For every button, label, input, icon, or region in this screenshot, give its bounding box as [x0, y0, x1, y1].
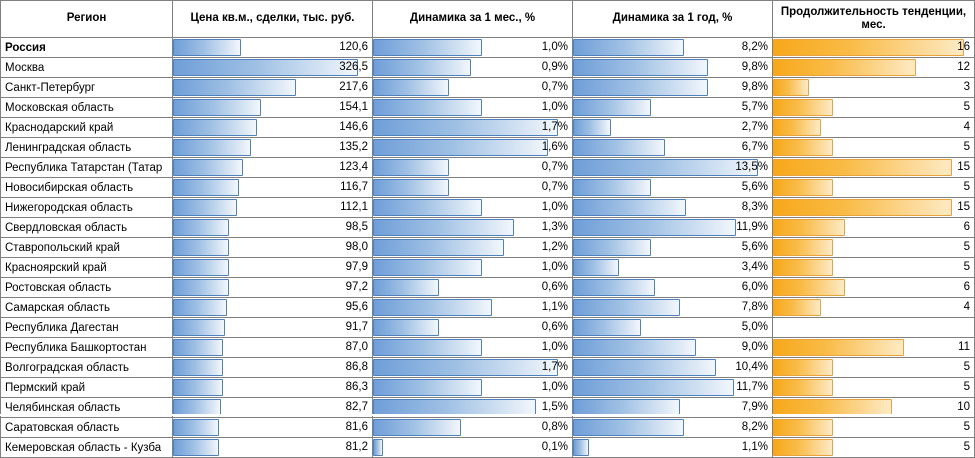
year-change-cell-value: 9,8%: [741, 61, 768, 73]
region-name-cell: Пермский край: [1, 378, 173, 398]
trend-duration-cell: [773, 278, 975, 298]
month-change-cell: [373, 338, 573, 358]
trend-duration-cell-value: 11: [958, 341, 970, 353]
month-change-cell: [373, 238, 573, 258]
month-change-cell: [373, 278, 573, 298]
year-change-cell: [573, 38, 773, 58]
trend-duration-cell-value: 5: [963, 441, 970, 453]
year-change-cell-value: 11,9%: [736, 221, 768, 233]
price-cell: [173, 438, 373, 458]
trend-duration-cell: [773, 138, 975, 158]
month-change-cell-value: 1,7%: [541, 121, 568, 133]
table-row[interactable]: [1, 418, 975, 438]
month-change-cell: [373, 418, 573, 438]
year-change-cell-value: 7,8%: [741, 301, 768, 313]
trend-duration-cell: [773, 398, 975, 418]
month-change-cell: [373, 158, 573, 178]
price-cell: [173, 318, 373, 338]
trend-duration-cell: [773, 158, 975, 178]
table-row[interactable]: [1, 378, 975, 398]
table-row[interactable]: [1, 118, 975, 138]
price-cell-value: 98,0: [345, 241, 368, 253]
table-row[interactable]: [1, 218, 975, 238]
price-cell: [173, 418, 373, 438]
region-name-cell: Нижегородская область: [1, 198, 173, 218]
region-name-cell: Волгоградская область: [1, 358, 173, 378]
trend-duration-cell-value: 12: [957, 61, 970, 73]
month-change-cell: [373, 258, 573, 278]
price-cell-value: 98,5: [345, 221, 368, 233]
table-row[interactable]: [1, 178, 975, 198]
region-name-cell: Санкт-Петербург: [1, 78, 173, 98]
month-change-cell-value: 1,2%: [541, 241, 568, 253]
month-change-cell: [373, 378, 573, 398]
trend-duration-cell-value: 5: [963, 381, 970, 393]
trend-duration-cell-value: 16: [957, 41, 970, 53]
month-change-cell-value: 0,6%: [541, 281, 568, 293]
price-cell: [173, 78, 373, 98]
table-row[interactable]: [1, 198, 975, 218]
trend-duration-cell: [773, 358, 975, 378]
trend-duration-cell: [773, 58, 975, 78]
year-change-cell: [573, 398, 773, 418]
price-cell: [173, 258, 373, 278]
price-cell: [173, 218, 373, 238]
trend-duration-cell: [773, 78, 975, 98]
price-cell-value: 97,9: [345, 261, 368, 273]
price-cell-value: 97,2: [345, 281, 368, 293]
region-name-cell: Краснодарский край: [1, 118, 173, 138]
month-change-cell: [373, 198, 573, 218]
price-cell: [173, 198, 373, 218]
trend-duration-cell: [773, 298, 975, 318]
year-change-cell-value: 2,7%: [741, 121, 768, 133]
month-change-cell-value: 1,5%: [541, 401, 568, 413]
year-change-cell-value: 9,0%: [741, 341, 768, 353]
month-change-cell-value: 1,1%: [541, 301, 568, 313]
year-change-cell-value: 7,9%: [741, 401, 768, 413]
table-row[interactable]: [1, 318, 975, 338]
price-cell: [173, 358, 373, 378]
month-change-cell-value: 1,0%: [541, 341, 568, 353]
table-body: [1, 38, 975, 458]
month-change-cell: [373, 438, 573, 458]
price-cell-value: 87,0: [345, 341, 368, 353]
column-header-region: Регион: [1, 1, 173, 38]
year-change-cell: [573, 218, 773, 238]
price-cell: [173, 298, 373, 318]
table-row[interactable]: [1, 258, 975, 278]
price-cell-value: 86,3: [345, 381, 368, 393]
month-change-cell-value: 1,0%: [541, 261, 568, 273]
year-change-cell-value: 13,5%: [735, 161, 768, 173]
trend-duration-cell-value: 5: [963, 241, 970, 253]
month-change-cell-value: 1,0%: [541, 201, 568, 213]
trend-duration-cell-value: 4: [963, 301, 970, 313]
column-header-year-change: Динамика за 1 год, %: [573, 1, 773, 38]
price-cell: [173, 398, 373, 418]
region-name-cell: Россия: [1, 38, 173, 58]
table-row[interactable]: [1, 238, 975, 258]
region-name-cell: Самарская область: [1, 298, 173, 318]
table-row[interactable]: [1, 58, 975, 78]
table-row[interactable]: [1, 358, 975, 378]
trend-duration-cell-value: 5: [963, 101, 970, 113]
trend-duration-cell: [773, 98, 975, 118]
year-change-cell-value: 9,8%: [741, 81, 768, 93]
year-change-cell-value: 5,6%: [741, 181, 768, 193]
month-change-cell: [373, 138, 573, 158]
price-cell: [173, 38, 373, 58]
price-cell: [173, 178, 373, 198]
price-cell-value: 123,4: [339, 161, 368, 173]
trend-duration-cell-value: 3: [963, 81, 970, 93]
year-change-cell: [573, 258, 773, 278]
month-change-cell-value: 0,7%: [541, 181, 568, 193]
table-row[interactable]: [1, 138, 975, 158]
trend-duration-cell-value: 5: [963, 421, 970, 433]
year-change-cell-value: 3,4%: [741, 261, 768, 273]
month-change-cell-value: 1,0%: [541, 41, 568, 53]
trend-duration-cell-value: 6: [963, 281, 970, 293]
trend-duration-cell: [773, 178, 975, 198]
trend-duration-cell: [773, 258, 975, 278]
month-change-cell: [373, 318, 573, 338]
month-change-cell-value: 1,3%: [541, 221, 568, 233]
price-cell-value: 120,6: [339, 41, 368, 53]
trend-duration-cell-value: 5: [963, 361, 970, 373]
trend-duration-cell-value: 5: [963, 141, 970, 153]
trend-duration-cell: [773, 338, 975, 358]
region-name-cell: Ставропольский край: [1, 238, 173, 258]
year-change-cell-value: 5,7%: [741, 101, 768, 113]
year-change-cell-value: 5,6%: [741, 241, 768, 253]
column-header-month-change: Динамика за 1 мес., %: [373, 1, 573, 38]
trend-duration-cell: [773, 38, 975, 58]
year-change-cell-value: 8,2%: [741, 421, 768, 433]
price-cell-value: 81,2: [345, 441, 368, 453]
table-row[interactable]: [1, 298, 975, 318]
price-cell-value: 82,7: [345, 401, 368, 413]
price-cell: [173, 58, 373, 78]
region-name-cell: Республика Башкортостан: [1, 338, 173, 358]
table-row[interactable]: [1, 38, 975, 58]
price-cell-value: 135,2: [339, 141, 368, 153]
year-change-cell: [573, 58, 773, 78]
year-change-cell-value: 8,3%: [741, 201, 768, 213]
year-change-cell-value: 6,7%: [741, 141, 768, 153]
region-name-cell: Свердловская область: [1, 218, 173, 238]
price-cell: [173, 378, 373, 398]
table-row[interactable]: [1, 438, 975, 458]
month-change-cell: [373, 98, 573, 118]
table-header-row: [1, 1, 975, 38]
year-change-cell-value: 8,2%: [741, 41, 768, 53]
price-cell: [173, 238, 373, 258]
table-row[interactable]: [1, 98, 975, 118]
trend-duration-cell: [773, 378, 975, 398]
month-change-cell-value: 1,6%: [541, 141, 568, 153]
year-change-cell: [573, 318, 773, 338]
month-change-cell-value: 0,6%: [541, 321, 568, 333]
month-change-cell-value: 0,1%: [541, 441, 568, 453]
price-cell-value: 95,6: [345, 301, 368, 313]
table-row[interactable]: [1, 78, 975, 98]
column-header-trend-duration: Продолжительность тенденции, мес.: [773, 1, 975, 38]
region-name-cell: Новосибирская область: [1, 178, 173, 198]
price-cell: [173, 278, 373, 298]
year-change-cell: [573, 418, 773, 438]
year-change-cell: [573, 278, 773, 298]
month-change-cell-value: 0,7%: [541, 161, 568, 173]
year-change-cell: [573, 238, 773, 258]
month-change-cell: [373, 58, 573, 78]
year-change-cell: [573, 118, 773, 138]
price-cell-value: 217,6: [339, 81, 368, 93]
price-cell-value: 326,5: [339, 61, 368, 73]
region-name-cell: Республика Татарстан (Татар: [1, 158, 173, 178]
table-row[interactable]: [1, 278, 975, 298]
year-change-cell: [573, 358, 773, 378]
region-name-cell: Челябинская область: [1, 398, 173, 418]
price-cell-value: 116,7: [340, 181, 368, 193]
trend-duration-cell: [773, 238, 975, 258]
trend-duration-cell: [773, 218, 975, 238]
price-cell-value: 86,8: [345, 361, 368, 373]
trend-duration-cell: [773, 198, 975, 218]
region-name-cell: Москва: [1, 58, 173, 78]
price-cell: [173, 338, 373, 358]
year-change-cell-value: 6,0%: [741, 281, 768, 293]
table-row[interactable]: [1, 338, 975, 358]
trend-duration-cell-value: 15: [957, 161, 970, 173]
month-change-cell-value: 0,9%: [541, 61, 568, 73]
month-change-cell-value: 0,7%: [541, 81, 568, 93]
trend-duration-cell: [773, 318, 975, 338]
column-header-price: Цена кв.м., сделки, тыс. руб.: [173, 1, 373, 38]
price-cell: [173, 98, 373, 118]
year-change-cell-value: 10,4%: [735, 361, 768, 373]
month-change-cell: [373, 78, 573, 98]
region-name-cell: Ростовская область: [1, 278, 173, 298]
year-change-cell: [573, 178, 773, 198]
month-change-cell-value: 0,8%: [541, 421, 568, 433]
month-change-cell: [373, 118, 573, 138]
region-name-cell: Московская область: [1, 98, 173, 118]
month-change-cell: [373, 178, 573, 198]
price-cell-value: 112,1: [340, 201, 368, 213]
year-change-cell: [573, 438, 773, 458]
trend-duration-cell-value: 6: [963, 221, 970, 233]
price-cell: [173, 158, 373, 178]
month-change-cell-value: 1,0%: [541, 381, 568, 393]
year-change-cell: [573, 378, 773, 398]
year-change-cell: [573, 338, 773, 358]
year-change-cell: [573, 98, 773, 118]
month-change-cell: [373, 298, 573, 318]
year-change-cell: [573, 298, 773, 318]
region-name-cell: Красноярский край: [1, 258, 173, 278]
year-change-cell: [573, 78, 773, 98]
region-name-cell: Саратовская область: [1, 418, 173, 438]
year-change-cell-value: 1,1%: [741, 441, 768, 453]
trend-duration-cell-value: 5: [963, 261, 970, 273]
year-change-cell-value: 11,7%: [736, 381, 768, 393]
price-cell-value: 146,6: [339, 121, 368, 133]
trend-duration-cell: [773, 418, 975, 438]
year-change-cell-value: 5,0%: [741, 321, 768, 333]
trend-duration-cell-value: 15: [957, 201, 970, 213]
region-name-cell: Ленинградская область: [1, 138, 173, 158]
table-row[interactable]: [1, 158, 975, 178]
trend-duration-cell-value: 10: [957, 401, 970, 413]
region-name-cell: Кемеровская область - Кузба: [1, 438, 173, 458]
price-cell-value: 154,1: [339, 101, 368, 113]
price-cell: [173, 138, 373, 158]
trend-duration-cell-value: 4: [963, 121, 970, 133]
year-change-cell: [573, 158, 773, 178]
month-change-cell: [373, 38, 573, 58]
month-change-cell: [373, 358, 573, 378]
region-name-cell: Республика Дагестан: [1, 318, 173, 338]
month-change-cell: [373, 218, 573, 238]
price-cell-value: 91,7: [345, 321, 368, 333]
trend-duration-cell: [773, 438, 975, 458]
price-cell: [173, 118, 373, 138]
month-change-cell: [373, 398, 573, 418]
price-cell-value: 81,6: [345, 421, 368, 433]
year-change-cell: [573, 198, 773, 218]
year-change-cell: [573, 138, 773, 158]
trend-duration-cell: [773, 118, 975, 138]
month-change-cell-value: 1,7%: [541, 361, 568, 373]
month-change-cell-value: 1,0%: [541, 101, 568, 113]
trend-duration-cell-value: 5: [963, 181, 970, 193]
